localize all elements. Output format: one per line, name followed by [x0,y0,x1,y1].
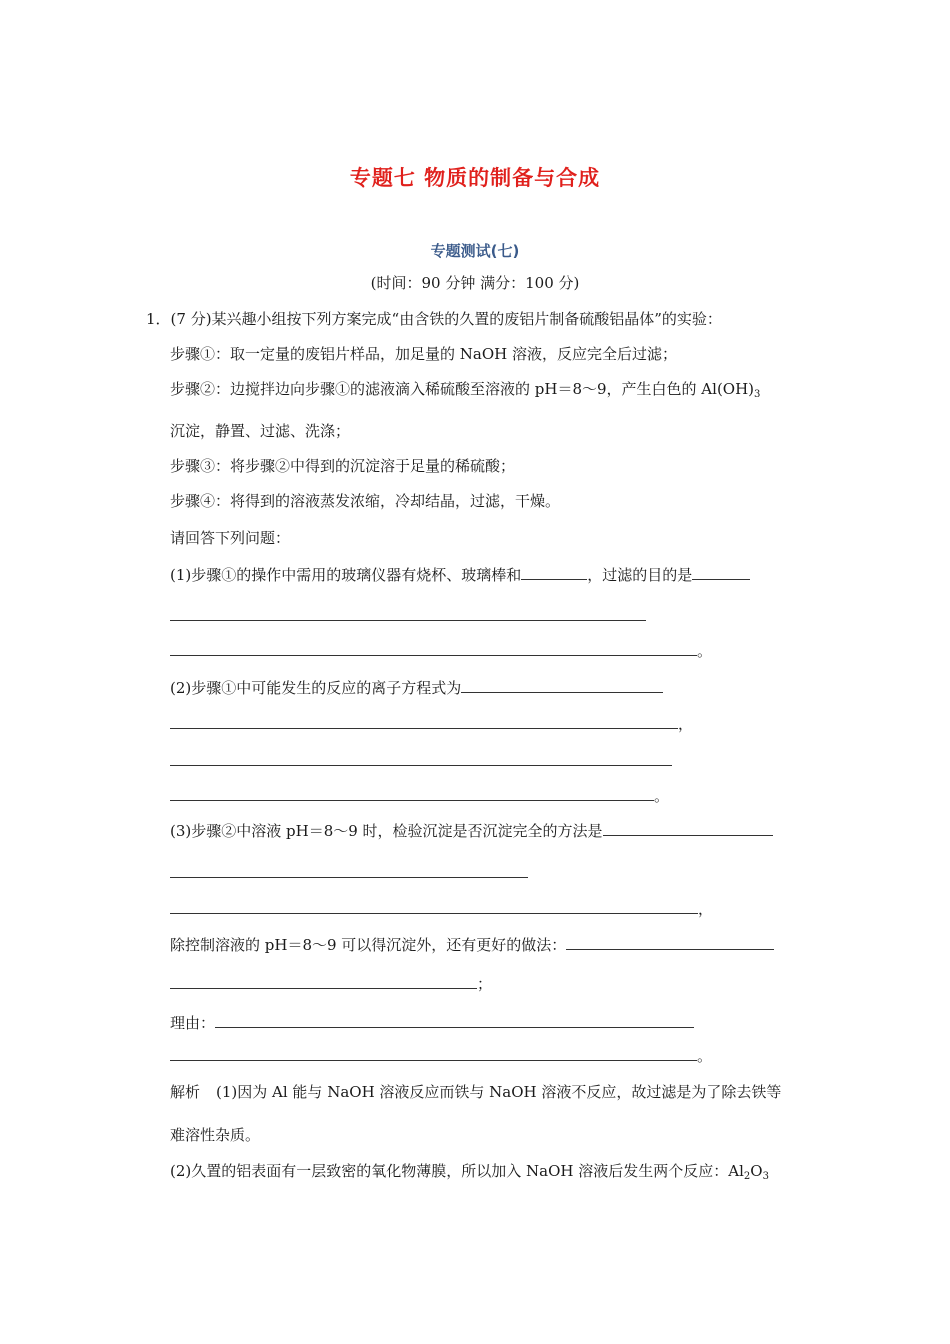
period-mark: 。 [697,642,713,660]
answer-blank[interactable] [170,714,678,729]
answer-blank[interactable] [603,821,773,836]
answer-line-end [170,974,492,994]
step-4: 步骤④：将得到的溶液蒸发浓缩，冷却结晶，过滤，干燥。 [170,492,561,510]
answer-blank[interactable] [170,974,477,989]
analysis-1-text: (1)因为 Al 能与 NaOH 溶液反应而铁与 NaOH 溶液不反应，故过滤是为了除去铁等 [216,1083,782,1101]
exam-meta: (时间：90 分钟 满分：100 分) [370,274,580,292]
step-1: 步骤①：取一定量的废铝片样品，加足量的 NaOH 溶液，反应完全后过滤； [170,345,677,363]
page-subtitle: 专题测试(七) [430,242,520,260]
answer-blank[interactable] [521,565,587,580]
answer-line[interactable] [170,877,528,878]
answer-prompt: 请回答下列问题： [170,529,291,547]
answer-line-end [170,899,713,919]
analysis-2 [170,1161,769,1187]
analysis-2-subscript: 3 [762,1171,769,1182]
step-2-text: 步骤②：边搅拌边向步骤①的滤液滴入稀硫酸至溶液的 pH＝8～9，产生白色的 Al(OH) [170,380,755,398]
reason-label: 理由： [170,1014,216,1032]
answer-line[interactable] [170,765,672,766]
step-2-line-2: 沉淀，静置、过滤、洗涤； [170,422,351,440]
answer-blank[interactable] [461,678,663,693]
answer-blank[interactable] [170,641,697,656]
comma-mark: ， [678,715,694,733]
question-1-3 [170,821,773,841]
answer-blank[interactable] [566,935,774,950]
analysis-2-oxygen: O [750,1162,763,1180]
question-1-2-text: (2)步骤①中可能发生的反应的离子方程式为 [170,679,462,697]
step-2-line-1 [170,379,760,405]
question-1-3-part-b-text: 除控制溶液的 pH＝8～9 可以得沉淀外，还有更好的做法： [170,936,567,954]
page-title: 专题七 物质的制备与合成 [349,166,601,190]
analysis-1-cont: 难溶性杂质。 [170,1126,261,1144]
question-1-1 [170,565,750,585]
answer-line-end [170,786,669,806]
step-2-subscript: 3 [754,389,761,400]
semicolon-mark: ； [477,975,493,993]
question-1-2 [170,678,663,698]
answer-line[interactable] [170,620,646,621]
answer-blank[interactable] [692,565,750,580]
period-mark: 。 [654,787,670,805]
period-mark: 。 [697,1047,713,1065]
question-1-3-part-b [170,935,774,955]
question-1-intro: 1．(7 分)某兴趣小组按下列方案完成“由含铁的久置的废铝片制备硫酸铝晶体”的实验： [146,310,722,328]
answer-blank[interactable] [170,1046,697,1061]
analysis-1 [170,1082,781,1102]
analysis-2-subscript: 2 [743,1171,751,1182]
answer-line-end [170,641,712,661]
answer-line-end [170,1046,712,1066]
question-1-1-text-a: (1)步骤①的操作中需用的玻璃仪器有烧杯、玻璃棒和 [170,566,522,584]
analysis-2-text: (2)久置的铝表面有一层致密的氧化物薄膜，所以加入 NaOH 溶液后发生两个反应：Al [170,1162,744,1180]
question-1-1-text-b: ，过滤的目的是 [587,566,693,584]
answer-line-end [170,714,693,734]
analysis-label: 解析 [170,1083,201,1101]
comma-mark: ， [698,900,714,918]
answer-blank[interactable] [170,786,654,801]
answer-blank[interactable] [170,899,698,914]
question-1-3-text: (3)步骤②中溶液 pH＝8～9 时，检验沉淀是否沉淀完全的方法是 [170,822,603,840]
step-3: 步骤③：将步骤②中得到的沉淀溶于足量的稀硫酸； [170,457,516,475]
answer-blank[interactable] [215,1013,694,1028]
reason-line [170,1013,694,1033]
